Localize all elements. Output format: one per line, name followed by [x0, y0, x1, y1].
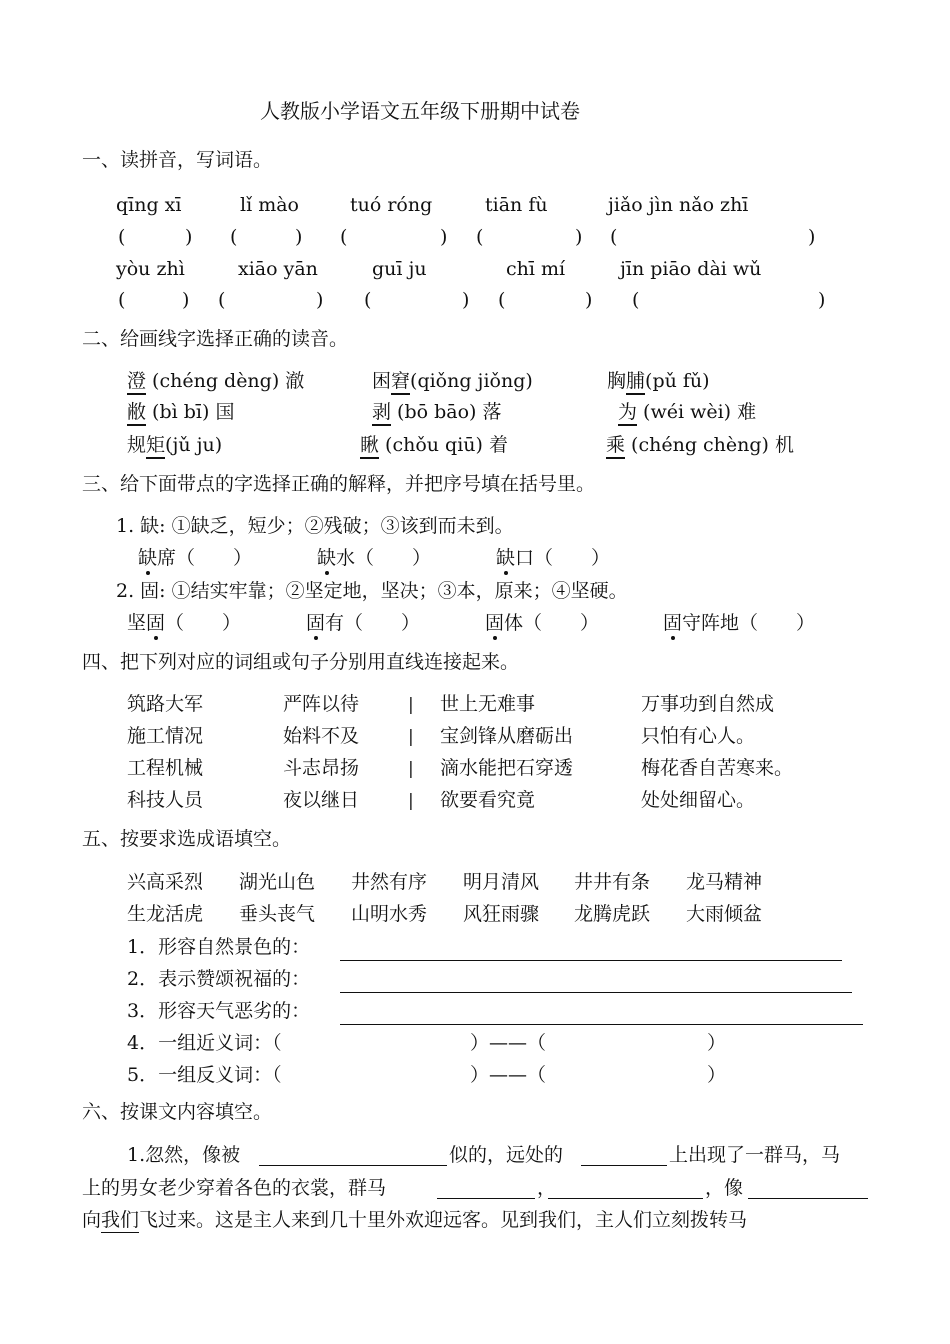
definition-item[interactable]: 固守阵地（ ） [663, 612, 816, 634]
paren-open: ( [230, 226, 238, 248]
match-item[interactable]: 施工情况 [127, 725, 204, 747]
match-item[interactable]: 夜以继日 [283, 789, 360, 811]
match-item[interactable]: 始料不及 [283, 725, 360, 747]
page-title: 人教版小学语文五年级下册期中试卷 [260, 99, 580, 123]
question-5-5[interactable]: 5．一组反义词：（ [127, 1064, 282, 1086]
dotted-char: 固 [485, 612, 505, 634]
fill-blank[interactable] [748, 1198, 868, 1199]
underlined-char: 敝 [127, 401, 146, 426]
match-item[interactable]: 梅花香自苦寒来。 [641, 757, 794, 779]
paren-dash: ）——（ [470, 1032, 547, 1054]
passage-text: ，像 [705, 1177, 744, 1199]
dotted-char: 固 [146, 612, 166, 634]
reading-item: 困窘(qiǒng jiǒng) [372, 372, 533, 391]
paren-close: ) [316, 289, 324, 311]
idiom: 风狂雨骤 [463, 903, 540, 925]
definition-item[interactable]: 缺水（ ） [317, 547, 432, 569]
pinyin-item: yòu zhì [116, 258, 185, 280]
question-5-2: 2．表示赞颂祝福的： [127, 968, 311, 990]
pinyin-item: jiǎo jìn nǎo zhī [608, 194, 749, 216]
separator-bar: | [408, 727, 414, 747]
paren-close: ） [707, 1064, 727, 1086]
idiom: 湖光山色 [239, 871, 316, 893]
underlined-char: 脯 [626, 370, 645, 395]
paren-close: ) [462, 289, 470, 311]
match-item[interactable]: 世上无难事 [440, 693, 536, 715]
paren-open: ( [218, 289, 226, 311]
fill-blank[interactable] [259, 1165, 447, 1166]
paren-open: ( [340, 226, 348, 248]
idiom: 龙马精神 [686, 871, 763, 893]
separator-bar: | [408, 791, 414, 811]
pinyin-item: lǐ mào [240, 194, 299, 216]
match-item[interactable]: 宝剑锋从磨砺出 [440, 725, 574, 747]
paren-dash: ）——（ [470, 1064, 547, 1086]
fill-blank[interactable] [437, 1198, 535, 1199]
passage-text: 上出现了一群马，马 [669, 1144, 841, 1166]
question-5-4[interactable]: 4．一组近义词：（ [127, 1032, 282, 1054]
pinyin-item: guī ju [372, 258, 427, 280]
section-5-heading: 五、按要求选成语填空。 [82, 828, 292, 850]
underlined-char: 为 [618, 401, 637, 426]
idiom: 井井有条 [574, 871, 651, 893]
definition-item[interactable]: 固体（ ） [485, 612, 600, 634]
idiom: 山明水秀 [351, 903, 428, 925]
paren-open: ( [118, 289, 126, 311]
paren-open: ( [476, 226, 484, 248]
answer-line[interactable] [340, 992, 852, 993]
idiom: 生龙活虎 [127, 903, 204, 925]
passage-text: 向我们飞过来。这是主人来到几十里外欢迎远客。见到我们，主人们立刻拨转马 [82, 1209, 748, 1231]
match-item[interactable]: 欲要看究竟 [440, 789, 536, 811]
idiom: 明月清风 [463, 871, 540, 893]
match-item[interactable]: 筑路大军 [127, 693, 204, 715]
underlined-char: 乘 [606, 434, 625, 459]
paren-open: ( [632, 289, 640, 311]
reading-item: 为 (wéi wèi) 难 [618, 403, 756, 422]
reading-item: 瞅 (chǒu qiū) 着 [360, 436, 508, 455]
match-item[interactable]: 工程机械 [127, 757, 204, 779]
dotted-char: 固 [306, 612, 326, 634]
passage-text: ， [537, 1177, 557, 1199]
section-4-heading: 四、把下列对应的词组或句子分别用直线连接起来。 [82, 651, 520, 673]
reading-item: 胸脯(pǔ fǔ) [607, 372, 710, 391]
answer-line[interactable] [340, 1024, 863, 1025]
section-3-heading: 三、给下面带点的字选择正确的解释，并把序号填在括号里。 [82, 473, 596, 495]
idiom: 垂头丧气 [239, 903, 316, 925]
question-3-2: 2. 固: ①结实牢靠；②坚定地，坚决；③本，原来；④坚硬。 [116, 580, 628, 602]
idiom: 兴高采烈 [127, 871, 204, 893]
question-5-1: 1．形容自然景色的： [127, 936, 311, 958]
section-1-heading: 一、读拼音，写词语。 [82, 149, 273, 171]
underlined-char: 剥 [372, 401, 391, 426]
reading-item: 乘 (chéng chèng) 机 [606, 436, 794, 455]
passage-text: 似的，远处的 [449, 1144, 564, 1166]
paren-open: ( [118, 226, 126, 248]
paren-close: ) [440, 226, 448, 248]
idiom: 大雨倾盆 [686, 903, 763, 925]
question-3-1: 1. 缺: ①缺乏，短少；②残破；③该到而未到。 [116, 515, 514, 537]
reading-item: 澄 (chéng dèng) 澈 [127, 372, 304, 391]
underlined-word: 我们 [101, 1209, 140, 1231]
idiom: 井然有序 [351, 871, 428, 893]
dotted-char: 缺 [317, 547, 337, 569]
pinyin-item: jīn piāo dài wǔ [620, 258, 762, 280]
reading-item: 规矩(jǔ ju) [127, 436, 222, 455]
pinyin-item: qīng xī [116, 194, 182, 216]
underlined-char: 瞅 [360, 434, 379, 459]
paren-close: ) [575, 226, 583, 248]
match-item[interactable]: 科技人员 [127, 789, 204, 811]
match-item[interactable]: 斗志昂扬 [283, 757, 360, 779]
passage-text: 1.忽然，像被 [127, 1144, 241, 1166]
match-item[interactable]: 严阵以待 [283, 693, 360, 715]
paren-open: ( [364, 289, 372, 311]
pinyin-item: chī mí [506, 258, 566, 280]
match-item[interactable]: 只怕有心人。 [641, 725, 756, 747]
paren-open: ( [498, 289, 506, 311]
paren-close: ) [185, 226, 193, 248]
pinyin-item: tuó róng [350, 194, 433, 216]
match-item[interactable]: 滴水能把石穿透 [440, 757, 574, 779]
separator-bar: | [408, 759, 414, 779]
definition-item[interactable]: 缺口（ ） [496, 547, 611, 569]
fill-blank[interactable] [548, 1198, 703, 1199]
definition-item[interactable]: 固有（ ） [306, 612, 421, 634]
dotted-char: 缺 [496, 547, 516, 569]
paren-close: ) [585, 289, 593, 311]
paren-close: ） [707, 1032, 727, 1054]
section-2-heading: 二、给画线字选择正确的读音。 [82, 328, 349, 350]
paren-open: ( [610, 226, 618, 248]
passage-text: 上的男女老少穿着各色的衣裳，群马 [82, 1177, 387, 1199]
dotted-char: 缺 [138, 547, 158, 569]
reading-item: 敝 (bì bī) 国 [127, 403, 234, 422]
dotted-char: 固 [663, 612, 683, 634]
underlined-char: 窘 [391, 370, 410, 395]
reading-item: 剥 (bō bāo) 落 [372, 403, 502, 422]
paren-close: ) [808, 226, 816, 248]
answer-line[interactable] [340, 960, 842, 961]
pinyin-item: tiān fù [485, 194, 548, 216]
paren-close: ) [818, 289, 826, 311]
match-item[interactable]: 处处细留心。 [641, 789, 756, 811]
definition-item[interactable]: 缺席（ ） [138, 547, 253, 569]
section-6-heading: 六、按课文内容填空。 [82, 1101, 273, 1123]
underlined-char: 澄 [127, 370, 146, 395]
question-5-3: 3．形容天气恶劣的： [127, 1000, 311, 1022]
idiom: 龙腾虎跃 [574, 903, 651, 925]
paren-close: ) [182, 289, 190, 311]
match-item[interactable]: 万事功到自然成 [641, 693, 775, 715]
pinyin-item: xiāo yān [238, 258, 318, 280]
definition-item[interactable]: 坚固（ ） [127, 612, 242, 634]
separator-bar: | [408, 695, 414, 715]
paren-close: ) [295, 226, 303, 248]
underlined-char: 矩 [146, 434, 165, 459]
fill-blank[interactable] [581, 1165, 667, 1166]
